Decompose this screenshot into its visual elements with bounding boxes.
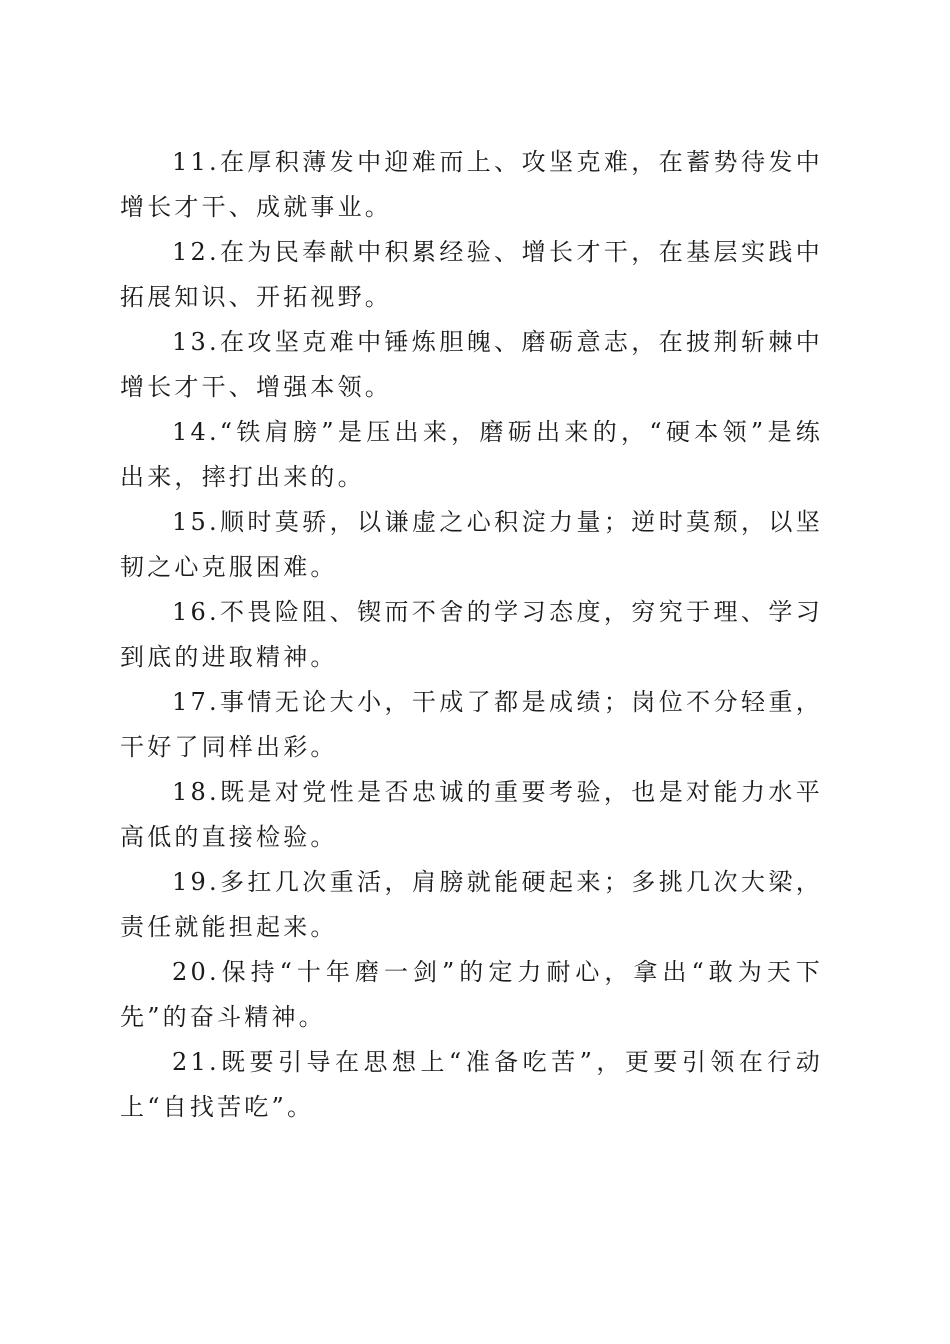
document-body bbox=[120, 140, 823, 1130]
paragraph-14: 14.“铁肩膀”是压出来，磨砺出来的，“硬本领”是练出来，摔打出来的。 bbox=[120, 418, 823, 491]
paragraph-18: 18.既是对党性是否忠诚的重要考验，也是对能力水平高低的直接检验。 bbox=[120, 778, 823, 851]
paragraph-13: 13.在攻坚克难中锤炼胆魄、磨砺意志，在披荆斩棘中增长才干、增强本领。 bbox=[120, 328, 823, 401]
paragraph-19: 19.多扛几次重活，肩膀就能硬起来；多挑几次大梁，责任就能担起来。 bbox=[120, 868, 823, 941]
paragraph-21: 21.既要引导在思想上“准备吃苦”，更要引领在行动上“自找苦吃”。 bbox=[120, 1048, 823, 1121]
paragraph-15: 15.顺时莫骄，以谦虚之心积淀力量；逆时莫颓，以坚韧之心克服困难。 bbox=[120, 508, 823, 581]
paragraph-12: 12.在为民奉献中积累经验、增长才干，在基层实践中拓展知识、开拓视野。 bbox=[120, 238, 823, 311]
paragraph-17: 17.事情无论大小，干成了都是成绩；岗位不分轻重，干好了同样出彩。 bbox=[120, 688, 823, 761]
paragraph-20: 20.保持“十年磨一剑”的定力耐心，拿出“敢为天下先”的奋斗精神。 bbox=[120, 958, 823, 1031]
paragraph-16: 16.不畏险阻、锲而不舍的学习态度，穷究于理、学习到底的进取精神。 bbox=[120, 598, 823, 671]
paragraph-11: 11.在厚积薄发中迎难而上、攻坚克难，在蓄势待发中增长才干、成就事业。 bbox=[120, 148, 823, 221]
